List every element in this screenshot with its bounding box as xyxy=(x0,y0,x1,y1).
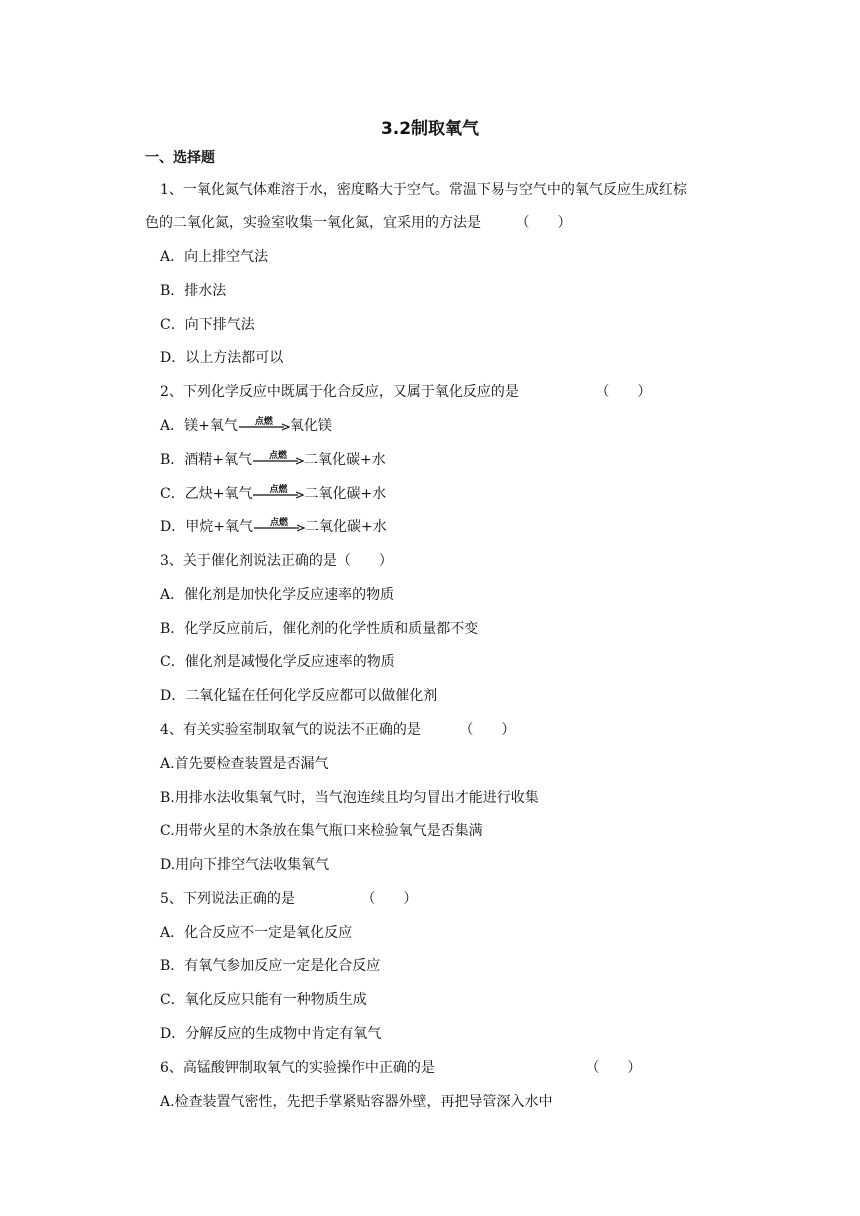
reaction-condition: 点燃 xyxy=(254,417,273,427)
question-1-option-b: B．排水法 xyxy=(160,283,227,299)
question-6-option-a: A.检查装置气密性，先把手掌紧贴容器外壁，再把导管深入水中 xyxy=(160,1094,553,1110)
question-1-option-c: C．向下排气法 xyxy=(160,317,255,333)
products-text: 二氧化碳+水 xyxy=(304,486,387,502)
question-5-option-c: C．氧化反应只能有一种物质生成 xyxy=(160,992,367,1008)
question-3-stem: 3、关于催化剂说法正确的是（ ） xyxy=(160,553,393,569)
question-1-answer-blank: （ ） xyxy=(515,215,572,231)
reactants-text: D．甲烷+氧气 xyxy=(160,519,253,535)
question-3-option-d: D．二氧化锰在任何化学反应都可以做催化剂 xyxy=(160,688,438,704)
question-4-option-b: B.用排水法收集氧气时，当气泡连续且均匀冒出才能进行收集 xyxy=(160,790,539,806)
question-1-stem-line-1: 1、一氧化氮气体难溶于水，密度略大于空气。常温下易与空气中的氧气反应生成红棕 xyxy=(160,182,687,198)
question-4-option-d: D.用向下排空气法收集氧气 xyxy=(160,857,330,873)
reaction-arrow xyxy=(253,517,305,537)
question-5-stem-line xyxy=(160,889,417,909)
question-4-stem-line xyxy=(160,720,515,740)
question-1-stem-text: 色的二氧化氮，实验室收集一氧化氮，宜采用的方法是 xyxy=(145,215,481,231)
question-3-option-a: A．催化剂是加快化学反应速率的物质 xyxy=(160,587,395,603)
question-5-option-d: D．分解反应的生成物中肯定有氧气 xyxy=(160,1026,382,1042)
reaction-condition: 点燃 xyxy=(269,485,288,495)
section-heading: 一、选择题 xyxy=(145,150,215,166)
page-title: 3.2制取氧气 xyxy=(380,119,480,139)
question-5-option-b: B．有氧气参加反应一定是化合反应 xyxy=(160,958,381,974)
question-6-answer-blank: （ ） xyxy=(585,1060,642,1076)
arrow-icon xyxy=(252,491,304,499)
arrow-icon xyxy=(252,457,304,465)
question-3-option-c: C．催化剂是减慢化学反应速率的物质 xyxy=(160,654,395,670)
reaction-arrow xyxy=(252,484,304,504)
question-6-stem-line xyxy=(160,1058,641,1078)
reaction-arrow xyxy=(252,450,304,470)
question-6-stem-text: 6、高锰酸钾制取氧气的实验操作中正确的是 xyxy=(160,1060,435,1076)
question-2-option-b xyxy=(160,450,386,470)
question-4-option-c: C.用带火星的木条放在集气瓶口来检验氧气是否集满 xyxy=(160,823,483,839)
reactants-text: A．镁+氧气 xyxy=(160,418,238,434)
question-2-option-c xyxy=(160,484,386,504)
question-4-stem-text: 4、有关实验室制取氧气的说法不正确的是 xyxy=(160,722,421,738)
products-text: 二氧化碳+水 xyxy=(304,519,387,535)
question-3-option-b: B．化学反应前后，催化剂的化学性质和质量都不变 xyxy=(160,621,479,637)
products-text: 二氧化碳+水 xyxy=(304,452,386,468)
reaction-condition: 点燃 xyxy=(269,518,288,528)
question-4-answer-blank: （ ） xyxy=(459,722,516,738)
arrow-icon xyxy=(238,423,290,431)
question-2-option-d xyxy=(160,517,387,537)
question-5-option-a: A．化合反应不一定是氧化反应 xyxy=(160,925,353,941)
reactants-text: C．乙炔+氧气 xyxy=(160,486,253,502)
question-1-option-a: A．向上排空气法 xyxy=(160,249,269,265)
question-2-answer-blank: （ ） xyxy=(595,384,652,400)
question-2-stem-text: 2、下列化学反应中既属于化合反应，又属于氧化反应的是 xyxy=(160,384,519,400)
question-5-answer-blank: （ ） xyxy=(361,891,418,907)
arrow-icon xyxy=(253,524,305,532)
reactants-text: B．酒精+氧气 xyxy=(160,452,253,468)
question-1-stem-line-2 xyxy=(145,213,571,233)
products-text: 氧化镁 xyxy=(289,418,332,434)
question-4-option-a: A.首先要检查装置是否漏气 xyxy=(160,756,329,772)
reaction-arrow xyxy=(238,416,290,436)
question-2-option-a xyxy=(160,416,332,436)
question-5-stem-text: 5、下列说法正确的是 xyxy=(160,891,295,907)
question-2-stem-line xyxy=(160,382,651,402)
reaction-condition: 点燃 xyxy=(269,451,288,461)
question-1-option-d: D．以上方法都可以 xyxy=(160,350,284,366)
